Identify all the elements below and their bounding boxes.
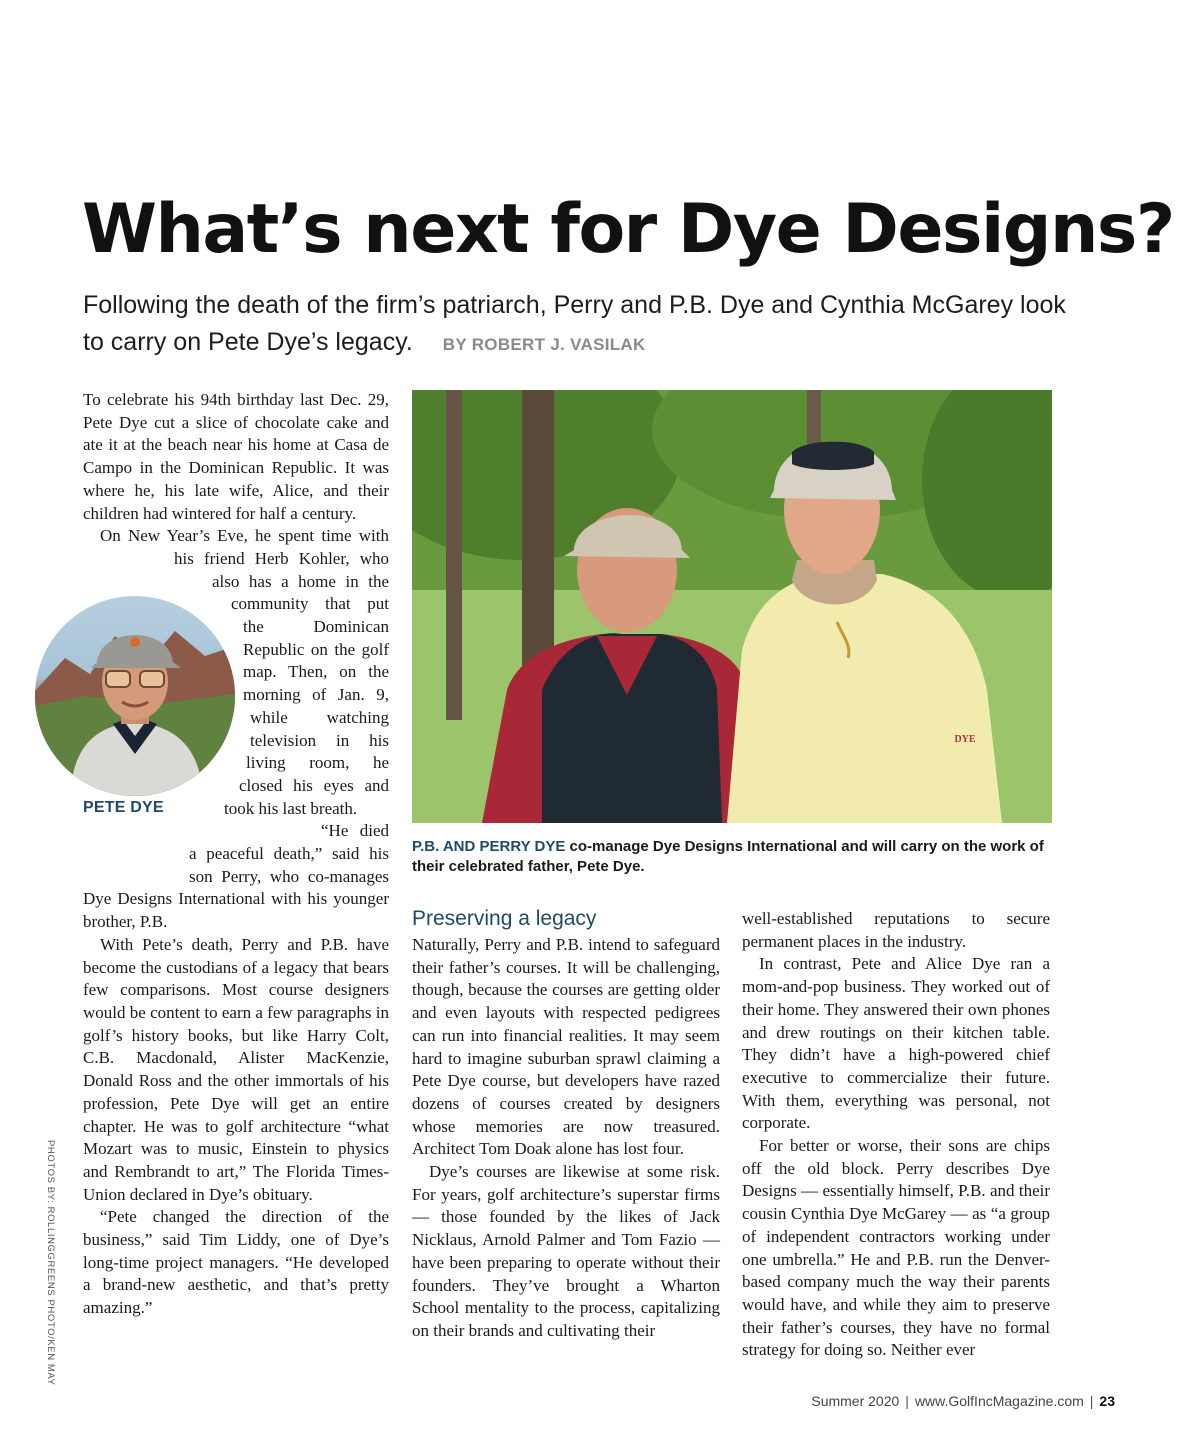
paragraph: Naturally, Perry and P.B. intend to safeguard their father’s courses. It will be challenging, though, because the courses are getting older and even layouts with respected pedigrees can run into financial realities. It may seem hard to imagine suburban sprawl claiming a Pete Dye course, but developers have razed dozens of courses created by designers whose memories are now treasured. Architect Tom Doak alone has lost four. — [412, 935, 720, 1159]
paragraph: Dye’s courses are likewise at some risk. For years, golf architecture’s superstar firms — those founded by the likes of Jack Nicklaus, Arnold Palmer and Tom Fazio — have been preparing to operate without their founders. They’ve brought a Wharton School mentality to the process, capitalizing on their brands and cultivating their — [412, 1162, 720, 1340]
wrap-spacer — [83, 569, 174, 592]
wrap-spacer — [83, 843, 189, 866]
page-number: 23 — [1099, 1393, 1115, 1409]
caption-lead: P.B. AND PERRY DYE — [412, 838, 566, 855]
paragraph: For better or worse, their sons are chips off the old block. Perry describes Dye Designs — essentially himself, P.B. and their cousin Cynthia Dye McGarey — as “a group of independent contractors working under one umbrella.” He and P.B. run the Denver-based company much the way their parents would have, and while they aim to preserve their father’s courses, they have no formal strategy for doing so. Neither ever — [742, 1136, 1050, 1360]
pete-dye-portrait — [35, 596, 235, 796]
paragraph: With Pete’s death, Perry and P.B. have become the custodians of a legacy that bears few comparisons. Most course designers would be content to earn a few paragraphs in golf’s history books, but like Harry Colt, C.B. Macdonald, Alister MacKenzie, Donald Ross and the other immortals of his profession, Pete Dye will get an entire chapter. He was to golf architecture “what Mozart was to music, Einstein to physics and Rembrandt to art,” The Florida Times-Union declared in Dye’s obituary. — [83, 934, 389, 1204]
section-subhead: Preserving a legacy — [412, 907, 597, 930]
photo-caption — [412, 837, 1052, 877]
paragraph: On New Year’s Eve, he spent time with his friend Herb Kohler, who also has a home in the community that put the Dominican Republic on the golf map. Then, on the morning of Jan. 9, while watching television in his living room, he closed his eyes and took his last breath. — [100, 526, 389, 818]
dek-text: Following the death of the firm’s patriarch, Perry and P.B. Dye and Cynthia McGarey look to carry on Pete Dye’s legacy. — [83, 291, 1066, 356]
page-footer — [811, 1393, 1115, 1409]
portrait-label: PETE DYE — [83, 799, 164, 816]
website-link[interactable]: www.GolfIncMagazine.com — [914, 1393, 1084, 1409]
article-dek — [83, 287, 1083, 363]
footer-divider: | — [905, 1393, 909, 1409]
article-column-3 — [742, 908, 1050, 1362]
paragraph: To celebrate his 94th birthday last Dec. 29, Pete Dye cut a slice of chocolate cake and ate it at the beach near his home at Casa de Campo in the Dominican Republic. It was where he, his late wife, Alice, and their children had wintered for half a century. — [83, 390, 389, 523]
paragraph: “Pete changed the direction of the business,” said Tim Liddy, one of Dye’s long-time project managers. “He developed a brand-new aesthetic, and that’s pretty amazing.” — [83, 1207, 389, 1318]
article-column-2 — [412, 906, 720, 1343]
caption-text: co-manage Dye Designs International and will carry on the work of their celebrated father, Pete Dye. — [412, 838, 1044, 875]
paragraph: “He died a peaceful death,” said his son Perry, who co-manages Dye Designs International with his younger brother, P.B. — [83, 821, 389, 932]
article-column-1 — [83, 389, 389, 1320]
paragraph: well-established reputations to secure permanent places in the industry. — [742, 909, 1050, 951]
sleeve-logo: DYE — [954, 734, 976, 745]
issue-date: Summer 2020 — [811, 1393, 900, 1409]
portrait-illustration — [35, 596, 235, 796]
paragraph: In contrast, Pete and Alice Dye ran a mom-and-pop business. They worked out of their home. They answered their own phones and drew routings on their kitchen table. They didn’t have a high-powered chief executive to commercialize their future. With them, everything was personal, not corporate. — [742, 954, 1050, 1133]
footer-divider: | — [1089, 1393, 1094, 1409]
headline: What’s next for Dye Designs? — [82, 190, 1174, 269]
wrap-spacer — [83, 820, 198, 843]
photo-credit: PHOTOS BY: ROLLINGGREENS PHOTO/KEN MAY — [45, 1140, 56, 1386]
perry-pb-dye-photo — [412, 390, 1052, 823]
photo-illustration — [412, 390, 1052, 823]
byline: BY ROBERT J. VASILAK — [442, 335, 646, 354]
